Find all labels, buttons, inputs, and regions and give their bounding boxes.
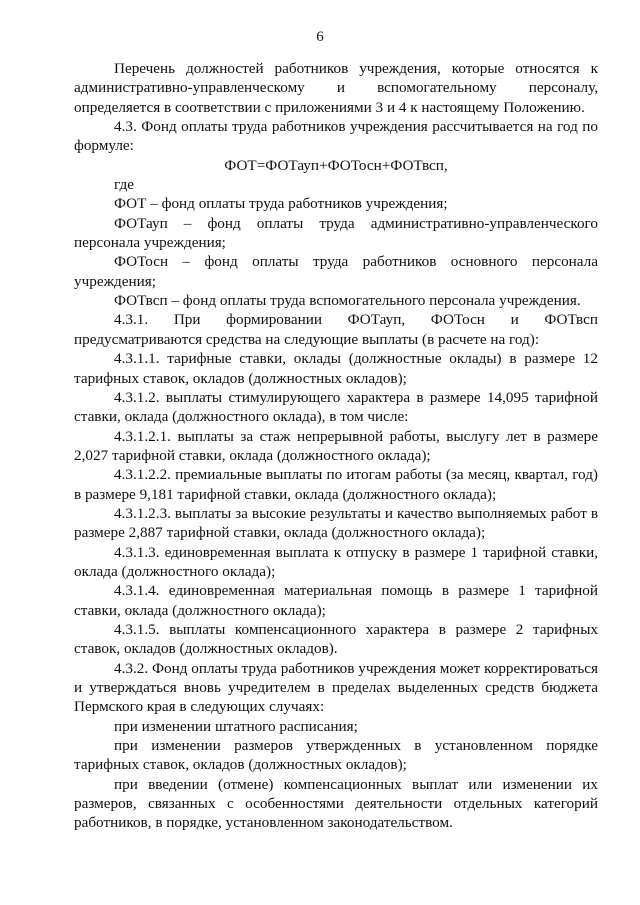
definition-fot-vsp: ФОТвсп – фонд оплаты труда вспомогательного персонала учреждения. xyxy=(114,292,581,310)
case-staffing-change: при изменении штатного расписания; xyxy=(114,717,358,735)
paragraph-4-3-1: 4.3.1. При формировании ФОТауп, ФОТосн и ФОТвсп предусматриваются средства на следующие выплаты (в расчете на год): xyxy=(74,311,598,348)
paragraph-4-3-1-2-3: 4.3.1.2.3. выплаты за высокие результаты и качество выполняемых работ в размере 2,887 тарифной ставки, оклада (должностного оклада); xyxy=(74,504,598,542)
paragraph-4-3-1-3: 4.3.1.3. единовременная выплата к отпуску в размере 1 тарифной ставки, оклада (должностного оклада); xyxy=(74,543,598,580)
case-compensation-change: при введении (отмене) компенсационных выплат или изменении их размеров, связанных с особенностями деятельности отдельных категорий работников, в порядке, установленном законодательством. xyxy=(74,775,598,832)
paragraph-where: где xyxy=(114,176,134,194)
document-body xyxy=(74,59,598,833)
paragraph-4-3-1-5: 4.3.1.5. выплаты компенсационного характера в размере 2 тарифных ставок, окладов (должностных окладов). xyxy=(74,620,598,658)
paragraph-4-3-1-1: 4.3.1.1. тарифные ставки, оклады (должностные оклады) в размере 12 тарифных ставок, окладов (должностных окладов); xyxy=(74,350,598,387)
formula: ФОТ=ФОТауп+ФОТосн+ФОТвсп, xyxy=(224,156,448,174)
paragraph-4-3-1-4: 4.3.1.4. единовременная материальная помощь в размере 1 тарифной ставки, оклада (должностного оклада); xyxy=(74,582,598,619)
paragraph-4-3-1-2-2: 4.3.1.2.2. премиальные выплаты по итогам работы (за месяц, квартал, год) в размере 9,181 тарифной ставки, оклада (должностного оклада); xyxy=(74,466,598,503)
paragraph-4-3: 4.3. Фонд оплаты труда работников учреждения рассчитывается на год по формуле: xyxy=(74,118,598,155)
page-number: 6 xyxy=(316,29,324,45)
paragraph-4-3-1-2-1: 4.3.1.2.1. выплаты за стаж непрерывной работы, выслугу лет в размере 2,027 тарифной ставки, оклада (должностного оклада); xyxy=(74,427,598,464)
paragraph-4-3-1-2: 4.3.1.2. выплаты стимулирующего характера в размере 14,095 тарифной ставки, оклада (должностного оклада), в том числе: xyxy=(74,388,598,426)
paragraph-positions-list: Перечень должностей работников учреждения, которые относятся к административно-управленческому и вспомогательному персоналу, определяется в соответствии с приложениями 3 и 4 к настоящему Положению. xyxy=(74,60,598,116)
definition-fot: ФОТ – фонд оплаты труда работников учреждения; xyxy=(114,195,448,213)
definition-fot-osn: ФОТосн – фонд оплаты труда работников основного персонала учреждения; xyxy=(74,253,598,290)
definition-fot-aup: ФОТауп – фонд оплаты труда административно-управленческого персонала учреждения; xyxy=(74,214,598,252)
case-rate-change: при изменении размеров утвержденных в установленном порядке тарифных ставок, окладов (должностных окладов); xyxy=(74,737,598,774)
paragraph-4-3-2: 4.3.2. Фонд оплаты труда работников учреждения может корректироваться и утверждаться вновь учредителем в пределах выделенных средств бюджета Пермского края в следующих случаях: xyxy=(74,659,598,716)
